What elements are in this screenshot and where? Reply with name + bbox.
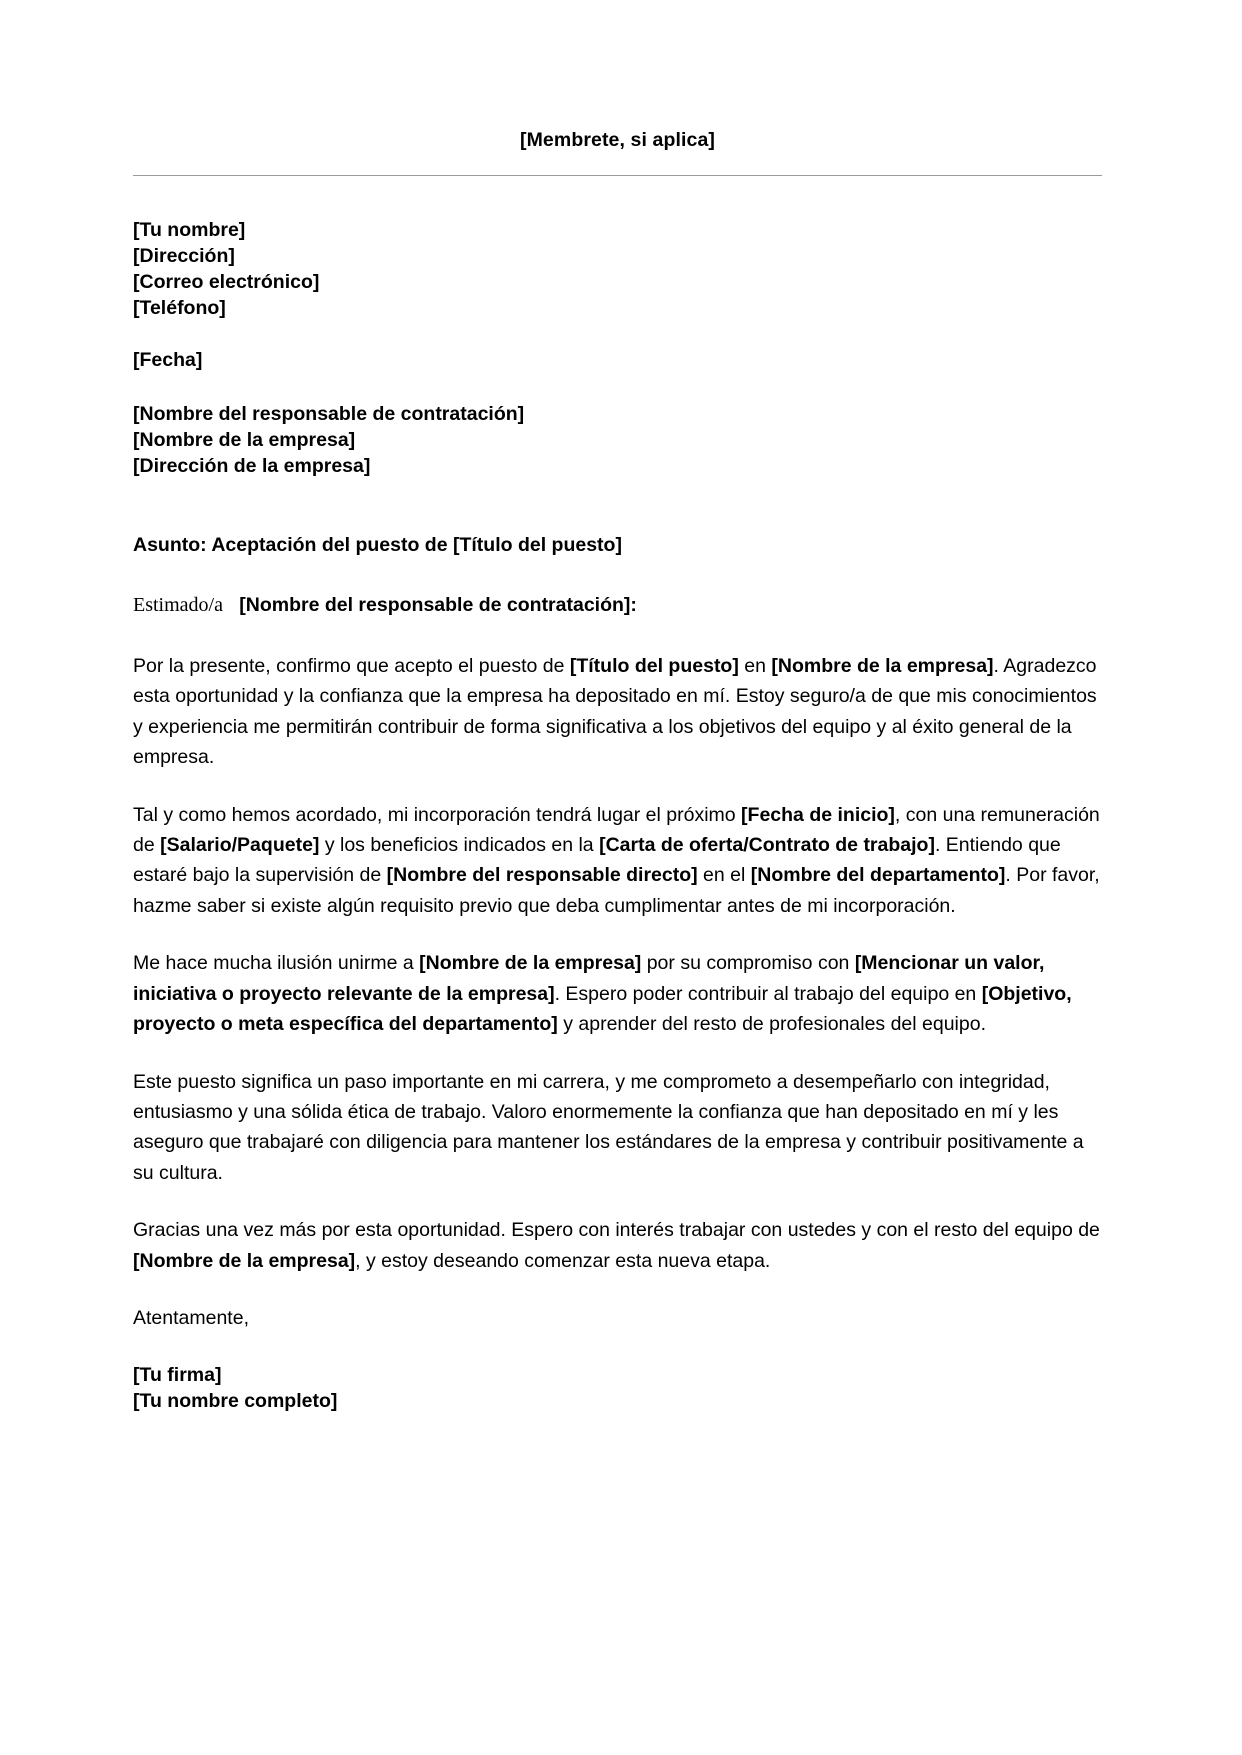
text-run: Gracias una vez más por esta oportunidad. Espero con interés trabajar con ustedes y con el resto del equipo de (133, 1219, 1100, 1242)
spacer (133, 374, 1102, 402)
text-run: . Agradezco esta oportunidad y la confianza que la empresa ha depositado en mí. Estoy seguro/a de que mis conocimientos y experiencia me permitirán contribuir de forma significativa a los objetivos del equipo y al éxito general de la empresa. (133, 655, 1097, 769)
body-paragraph (133, 1215, 1102, 1276)
text-run: por su compromiso con (641, 952, 855, 975)
text-run: . Entiendo que estaré bajo la supervisión de (133, 834, 1061, 887)
placeholder-token: [Nombre del departamento] (750, 864, 1006, 887)
recipient-line: [Nombre del responsable de contratación] (133, 402, 525, 425)
placeholder-token: [Objetivo, proyecto o meta específica del departamento] (133, 982, 1072, 1036)
sender-line: [Teléfono] (133, 297, 226, 320)
text-run: en el (697, 864, 751, 887)
salutation-greeting: Estimado/a (133, 594, 223, 617)
text-run: Este puesto significa un paso importante en mi carrera, y me comprometo a desempeñarlo con integridad, entusiasmo y una sólida ética de trabajo. Valoro enormemente la confianza que han depositado en mí y les aseguro que trabajaré con diligencia para mantener los estándares de la empresa y contribuir positivamente a su cultura. (133, 1070, 1084, 1184)
text-run: , y estoy deseando comenzar esta nueva etapa. (355, 1249, 771, 1272)
spacer (133, 480, 1102, 532)
sender-line: [Dirección] (133, 245, 235, 268)
body-paragraph (133, 800, 1102, 922)
salutation-line (133, 592, 1102, 619)
sender-address-block (133, 218, 1102, 322)
body-paragraph (133, 1067, 1102, 1189)
text-run: y los beneficios indicados en la (319, 834, 600, 857)
text-run: Por la presente, confirmo que acepto el puesto de (133, 655, 570, 678)
text-run: en (738, 655, 772, 678)
body-paragraph (133, 948, 1102, 1039)
date-line: [Fecha] (133, 349, 203, 372)
salutation-recipient-placeholder: [Nombre del responsable de contratación] (239, 594, 631, 617)
placeholder-token: [Mencionar un valor, iniciativa o proyecto relevante de la empresa] (133, 952, 1045, 1005)
placeholder-token: [Nombre del responsable directo] (386, 864, 698, 887)
placeholder-token: [Salario/Paquete] (160, 834, 320, 857)
signature-line: [Tu firma] (133, 1364, 222, 1387)
signature-line: [Tu nombre completo] (133, 1390, 338, 1413)
recipient-line: [Nombre de la empresa] (133, 428, 356, 451)
text-run: . Espero poder contribuir al trabajo del equipo en (554, 982, 982, 1005)
recipient-address-block (133, 402, 1102, 480)
letter-body (133, 651, 1102, 1276)
sender-line: [Tu nombre] (133, 219, 246, 242)
subject-line: Asunto: Aceptación del puesto de [Título del puesto] (133, 533, 622, 556)
salutation-punctuation: : (630, 594, 637, 617)
header-divider (133, 175, 1102, 176)
placeholder-token: [Carta de oferta/Contrato de trabajo] (599, 834, 935, 857)
signature-block (133, 1363, 1102, 1415)
placeholder-token: [Fecha de inicio] (741, 803, 895, 826)
text-run: Me hace mucha ilusión unirme a (133, 952, 420, 975)
date-block (133, 348, 1102, 374)
text-run: , con una remuneración de (133, 803, 1100, 857)
text-run: Tal y como hemos acordado, mi incorporación tendrá lugar el próximo (133, 803, 742, 826)
placeholder-token: [Nombre de la empresa] (133, 1249, 356, 1272)
placeholder-token: [Nombre de la empresa] (419, 952, 642, 975)
closing-line: Atentamente, (133, 1306, 249, 1329)
spacer (133, 322, 1102, 348)
text-run: y aprender del resto de profesionales del equipo. (557, 1013, 986, 1036)
letterhead-title: [Membrete, si aplica] (520, 129, 715, 151)
placeholder-token: [Título del puesto] (569, 655, 739, 678)
sender-line: [Correo electrónico] (133, 271, 320, 294)
body-paragraph (133, 651, 1102, 773)
recipient-line: [Dirección de la empresa] (133, 454, 371, 477)
text-run: . Por favor, hazme saber si existe algún requisito previo que deba cumplimentar antes de mi incorporación. (133, 864, 1100, 917)
placeholder-token: [Nombre de la empresa] (771, 655, 994, 678)
